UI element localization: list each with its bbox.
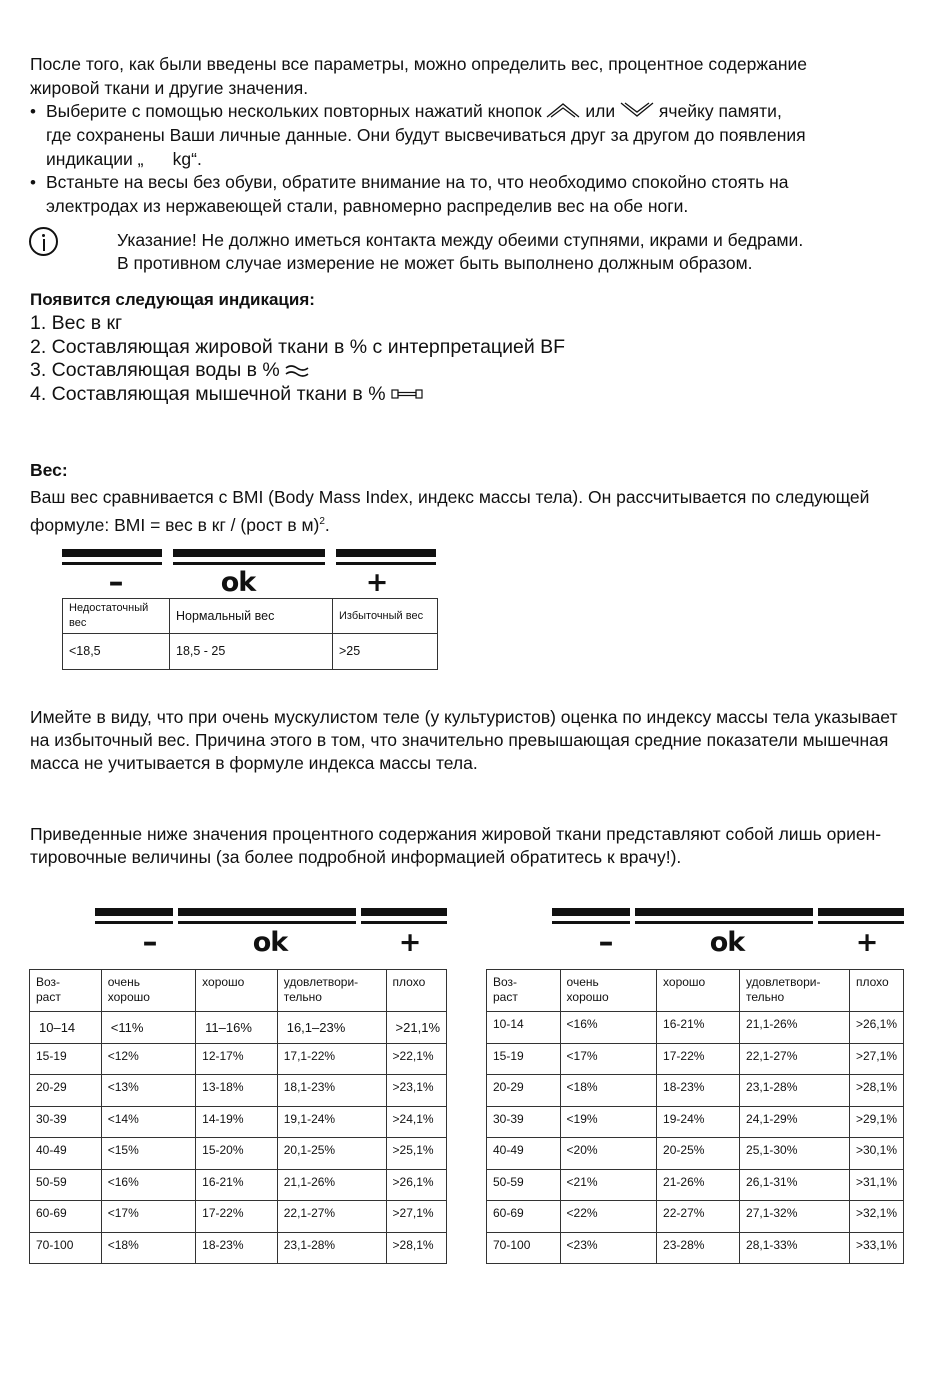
bmi-formula: формуле: BMI = вес в кг / (рост в м) (30, 514, 320, 535)
header-good (196, 970, 278, 1012)
bullet-1-line-2: где сохранены Ваши личные данные. Они будут высвечиваться друг за другом до появления (46, 125, 806, 145)
cell-very-good: <13% (101, 1075, 195, 1107)
scale-bar-thick (178, 908, 356, 916)
header-line: тельно (746, 990, 785, 1004)
table-row (30, 1075, 447, 1107)
table-row (487, 1201, 904, 1233)
scale-bar-thick (552, 908, 630, 916)
cell-satisfactory: 28,1-33% (740, 1232, 850, 1264)
cell-very-good: <18% (101, 1232, 195, 1264)
table-row (487, 1012, 904, 1044)
cell-very-good: <20% (560, 1138, 657, 1170)
header-line: хорошо (202, 975, 245, 989)
superscript: 2 (319, 516, 325, 527)
cell-good: 18-23% (657, 1075, 740, 1107)
cell-age: 50-59 (30, 1169, 102, 1201)
bmi-value-row (63, 634, 438, 670)
cell-poor: >33,1% (849, 1232, 903, 1264)
cell-very-good: <17% (101, 1201, 195, 1233)
cell-very-good: <23% (560, 1232, 657, 1264)
scale-bar-thin (635, 921, 813, 924)
cell-satisfactory: 17,1-22% (277, 1043, 386, 1075)
cell-good: 13-18% (196, 1075, 278, 1107)
scale-bar-thick (95, 908, 173, 916)
cell-poor: >28,1% (386, 1232, 446, 1264)
weight-heading: Вес: (30, 460, 68, 480)
cell-age: 40-49 (487, 1138, 561, 1170)
bullet-2-line-2: электродах из нержавеющей стали, равномерно распределив вес на обе ноги. (46, 196, 689, 216)
cell-age: 70-100 (487, 1232, 561, 1264)
scale-bar-thin (178, 921, 356, 924)
table-row (30, 1232, 447, 1264)
scale-bar-thick (361, 908, 447, 916)
cell-poor: >24,1% (386, 1106, 446, 1138)
bmi-value-normal: 18,5 - 25 (170, 634, 333, 670)
cell-age: 20-29 (487, 1075, 561, 1107)
cell-age: 30-39 (487, 1106, 561, 1138)
cell-very-good: <15% (101, 1138, 195, 1170)
cell-good: 16-21% (657, 1012, 740, 1044)
down-arrow-button-icon (620, 102, 654, 118)
cell-good: 16-21% (196, 1169, 278, 1201)
cell-very-good: <17% (560, 1043, 657, 1075)
header-line: плохо (392, 975, 426, 989)
cell-poor: >21,1% (386, 1012, 446, 1044)
cell-good: 11–16% (196, 1012, 278, 1044)
cell-good: 23-28% (657, 1232, 740, 1264)
header-satisfactory (740, 970, 850, 1012)
header-line: раст (36, 990, 61, 1004)
cell-age: 60-69 (487, 1201, 561, 1233)
cell-good: 18-23% (196, 1232, 278, 1264)
cell-satisfactory: 20,1-25% (277, 1138, 386, 1170)
header-line: удовлетвори- (746, 975, 821, 989)
table-row (487, 1232, 904, 1264)
fat-table-left (29, 969, 447, 1264)
header-satisfactory (277, 970, 386, 1012)
cell-poor: >28,1% (849, 1075, 903, 1107)
table-row (487, 1106, 904, 1138)
scale-bar-thick (635, 908, 813, 916)
header-line: хорошо (566, 990, 609, 1004)
header-line: хорошо (107, 990, 150, 1004)
cell-satisfactory: 27,1-32% (740, 1201, 850, 1233)
scale-bar-thick (62, 549, 162, 557)
cell-satisfactory: 18,1-23% (277, 1075, 386, 1107)
table-row (487, 1138, 904, 1170)
cell-age: 50-59 (487, 1169, 561, 1201)
header-line: Воз- (36, 975, 61, 989)
display-item-4-text: 4. Составляющая мышечной ткани в % (30, 383, 386, 405)
header-line: очень (566, 975, 599, 989)
bmi-header-overweight: Избыточный вес (333, 599, 438, 634)
cell-good: 17-22% (196, 1201, 278, 1233)
display-item-4 (30, 383, 423, 407)
table-row (487, 1075, 904, 1107)
cell-satisfactory: 21,1-26% (277, 1169, 386, 1201)
bullet-dot: • (30, 173, 36, 192)
bullet-2-line-1: Встаньте на весы без обуви, обратите внимание на то, что необходимо спокойно стоять на (46, 172, 789, 192)
cell-very-good: <11% (101, 1012, 195, 1044)
cell-good: 22-27% (657, 1201, 740, 1233)
cell-satisfactory: 23,1-28% (277, 1232, 386, 1264)
cell-very-good: <14% (101, 1106, 195, 1138)
cell-poor: >29,1% (849, 1106, 903, 1138)
cell-age: 20-29 (30, 1075, 102, 1107)
scale-bar-thin (361, 921, 447, 924)
cell-poor: >23,1% (386, 1075, 446, 1107)
cell-good: 17-22% (657, 1043, 740, 1075)
header-very-good (101, 970, 195, 1012)
minus-symbol: – (142, 925, 158, 960)
note-line-2: В противном случае измерение не может быть выполнено должным образом. (117, 253, 753, 273)
cell-age: 10-14 (487, 1012, 561, 1044)
header-line: хорошо (663, 975, 706, 989)
bullet-1-text-b: или (585, 101, 616, 121)
header-poor (386, 970, 446, 1012)
cell-good: 19-24% (657, 1106, 740, 1138)
table-row (487, 1169, 904, 1201)
muscle-note-line-2: на избыточный вес. Причина этого в том, что значительно превышающая средние показатели мышечная (30, 730, 889, 750)
muscle-note-line-3: масса не учитывается в формуле индекса массы тела. (30, 753, 478, 773)
cell-age: 40-49 (30, 1138, 102, 1170)
cell-good: 14-19% (196, 1106, 278, 1138)
cell-satisfactory: 24,1-29% (740, 1106, 850, 1138)
header-very-good (560, 970, 657, 1012)
plus-symbol: + (365, 567, 389, 598)
bullet-1-line-1 (46, 100, 782, 124)
cell-very-good: <21% (560, 1169, 657, 1201)
cell-poor: >22,1% (386, 1043, 446, 1075)
cell-poor: >27,1% (386, 1201, 446, 1233)
plus-symbol: + (398, 927, 422, 958)
cell-age: 60-69 (30, 1201, 102, 1233)
bmi-value-overweight: >25 (333, 634, 438, 670)
display-item-2: 2. Составляющая жировой ткани в % с интерпретацией BF (30, 336, 566, 358)
cell-very-good: <22% (560, 1201, 657, 1233)
info-icon (29, 227, 58, 256)
bullet-1-text-c: ячейку памяти, (658, 101, 782, 121)
ok-symbol: ok (220, 567, 256, 598)
scale-bar-thin (173, 562, 325, 565)
header-poor (849, 970, 903, 1012)
scale-bar-thick (818, 908, 904, 916)
table-row (30, 1043, 447, 1075)
up-arrow-button-icon (546, 102, 580, 118)
minus-symbol: – (598, 925, 614, 960)
cell-satisfactory: 21,1-26% (740, 1012, 850, 1044)
cell-age: 30-39 (30, 1106, 102, 1138)
bmi-header-normal: Нормальный вес (170, 599, 333, 634)
cell-satisfactory: 22,1-27% (277, 1201, 386, 1233)
intro-line-1: После того, как были введены все параметры, можно определить вес, процентное содержание (30, 54, 807, 74)
header-line: раст (493, 990, 518, 1004)
header-line: удовлетвори- (283, 975, 359, 989)
cell-good: 12-17% (196, 1043, 278, 1075)
cell-satisfactory: 26,1-31% (740, 1169, 850, 1201)
bmi-value-underweight: <18,5 (63, 634, 170, 670)
scale-bar-thin (336, 562, 436, 565)
ok-symbol: ok (252, 927, 288, 958)
cell-good: 20-25% (657, 1138, 740, 1170)
display-item-1: 1. Вес в кг (30, 312, 123, 334)
water-waves-icon (285, 363, 309, 377)
cell-poor: >26,1% (386, 1169, 446, 1201)
table-row (30, 1012, 447, 1044)
weight-text-line-1: Ваш вес сравнивается с BMI (Body Mass Index, индекс массы тела). Он рассчитывается по следующей (30, 487, 870, 507)
cell-poor: >32,1% (849, 1201, 903, 1233)
fat-table-header-row (487, 970, 904, 1012)
cell-poor: >27,1% (849, 1043, 903, 1075)
bullet-1-line-3: индикации „ kg“. (46, 149, 202, 169)
fat-note-line-2: тировочные величины (за более подробной информацией обратитесь к врачу!). (30, 847, 682, 867)
bullet-1-text-a: Выберите с помощью нескольких повторных нажатий кнопок (46, 101, 542, 121)
header-age (30, 970, 102, 1012)
cell-very-good: <16% (560, 1012, 657, 1044)
intro-line-2: жировой ткани и другие значения. (30, 78, 309, 98)
muscle-note-line-1: Имейте в виду, что при очень мускулистом теле (у культуристов) оценка по индексу массы тела указывает (30, 707, 898, 727)
cell-very-good: <18% (560, 1075, 657, 1107)
fat-note-line-1: Приведенные ниже значения процентного содержания жировой ткани представляют собой лишь ориен- (30, 824, 882, 844)
cell-very-good: <19% (560, 1106, 657, 1138)
header-line: Воз- (493, 975, 518, 989)
cell-age: 15-19 (487, 1043, 561, 1075)
bmi-table (62, 598, 438, 670)
cell-poor: >31,1% (849, 1169, 903, 1201)
scale-bar-thin (552, 921, 630, 924)
cell-very-good: <12% (101, 1043, 195, 1075)
cell-satisfactory: 19,1-24% (277, 1106, 386, 1138)
cell-poor: >30,1% (849, 1138, 903, 1170)
formula-end: . (324, 514, 330, 535)
header-line: тельно (283, 990, 322, 1004)
cell-very-good: <16% (101, 1169, 195, 1201)
weight-text-line-2 (30, 510, 330, 537)
bmi-header-underweight: Недостаточный вес (63, 599, 170, 634)
table-row (30, 1106, 447, 1138)
ok-symbol: ok (709, 927, 745, 958)
table-row (487, 1043, 904, 1075)
cell-poor: >26,1% (849, 1012, 903, 1044)
scale-bar-thick (336, 549, 436, 557)
cell-satisfactory: 16,1–23% (277, 1012, 386, 1044)
header-line: очень (107, 975, 140, 989)
table-row (30, 1138, 447, 1170)
plus-symbol: + (855, 927, 879, 958)
display-item-3 (30, 359, 309, 383)
display-heading: Появится следующая индикация: (30, 290, 315, 309)
cell-poor: >25,1% (386, 1138, 446, 1170)
header-line: плохо (855, 975, 889, 989)
minus-symbol: – (108, 565, 124, 600)
scale-bar-thin (818, 921, 904, 924)
cell-satisfactory: 23,1-28% (740, 1075, 850, 1107)
bullet-dot: • (30, 102, 36, 121)
table-row (30, 1169, 447, 1201)
fat-table-header-row (30, 970, 447, 1012)
scale-bar-thin (95, 921, 173, 924)
cell-age: 70-100 (30, 1232, 102, 1264)
cell-satisfactory: 25,1-30% (740, 1138, 850, 1170)
cell-good: 15-20% (196, 1138, 278, 1170)
cell-good: 21-26% (657, 1169, 740, 1201)
scale-bar-thick (173, 549, 325, 557)
note-line-1: Указание! Не должно иметься контакта между обеими ступнями, икрами и бедрами. (117, 230, 804, 250)
header-age (487, 970, 561, 1012)
bmi-header-row (63, 599, 438, 634)
cell-age: 10–14 (30, 1012, 102, 1044)
dumbbell-icon (391, 388, 423, 400)
cell-satisfactory: 22,1-27% (740, 1043, 850, 1075)
fat-table-right (486, 969, 904, 1264)
cell-age: 15-19 (30, 1043, 102, 1075)
table-row (30, 1201, 447, 1233)
header-good (657, 970, 740, 1012)
display-item-3-text: 3. Составляющая воды в % (30, 359, 280, 381)
